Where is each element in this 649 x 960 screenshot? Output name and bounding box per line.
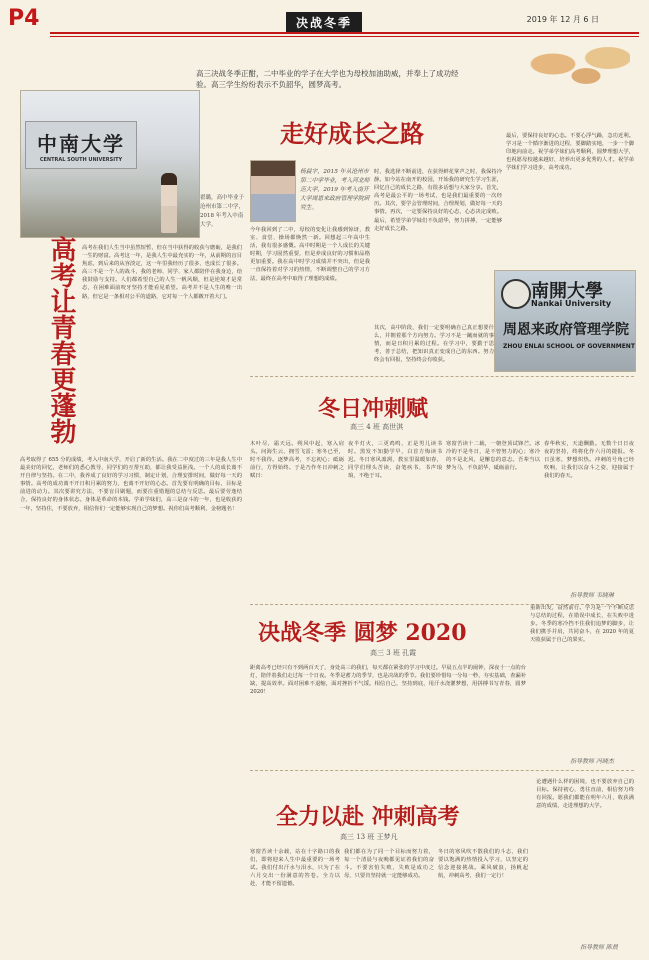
article5-teacher: 指导教师 陈晨 <box>580 944 618 951</box>
nankai-school-en: ZHOU ENLAI SCHOOL OF GOVERNMENT <box>503 343 635 350</box>
article5-title: 全力以赴 冲刺高考 <box>276 804 460 830</box>
article5-col3: 冬日的寒风吹不散我们的斗志，我们要以饱满的热情投入学习，以坚定的信念迎接挑战。乘风破浪，扬帆起航，冲刺高考，我们一定行！ <box>438 849 528 880</box>
article2-body4: 最后，要保持良好的心态。不要心浮气躁，急功近利。学习是一个循序渐进的过程，要脚踏实地，一步一个脚印地向前走。祝学弟学妹们高考顺利，圆梦理想大学，也祝愿母校越来越好，培养出更多优秀的人才。祝学弟学妹们学习进步，高考成功。 <box>506 133 634 172</box>
article4-byline: 高三 3 班 孔霞 <box>370 649 417 657</box>
section-title: 决战冬季 <box>286 12 362 33</box>
header-rule <box>50 32 639 34</box>
nankai-name-en: Nankai University <box>531 299 612 308</box>
article2-title: 走好成长之路 <box>280 119 424 148</box>
article2-body2: 时，我选择不断前进，在获得鲜花掌声之时，我保持冷静。如今站在南开的校园，开始我的研究生学习生涯，回忆自己的成长之路，有很多话想与大家分享。首先，高考是最公平的一场考试，也是我们最重要的一次经历。其次，要学会管理时间，合理规划，做好每一天的事情。再次，一定要保持良好的心态，心态决定成败。最后，希望学弟学妹们不负韶华，努力拼搏，一定能够走好成长之路。 <box>374 169 502 232</box>
nankai-logo-icon <box>501 279 531 309</box>
nankai-school-cn: 周恩来政府管理学院 <box>503 322 629 338</box>
article2-body1: 今年我回到了二中，母校的变化让我感到惊讶，教室、食堂、操场都焕然一新。回想起三年高中生活，我有很多感慨。高中时期是一个人成长的关键时期，学习固然重要，但是养成良好的习惯和品格更加重要。我在高中时学习成绩并不突出，但是我一直保持着对学习的热情，不断调整自己的学习方法，最终在高考中取得了理想的成绩。 <box>250 227 370 282</box>
article3-title: 冬日冲刺赋 <box>318 396 429 422</box>
article4-teacher: 指导教师 冯晓杰 <box>570 758 614 765</box>
leaf-decoration-icon <box>520 40 630 100</box>
article3-teacher: 指导教师 韦晓琳 <box>570 592 614 599</box>
article2-body3: 其次，高中阶段，我们一定要明确自己真正想要什么，并朝着那个方向努力。学习不是一蹴而就的事情，而是日积月累的过程。在学习中，要勤于思考，善于总结，把知识真正变成自己的东西。努力终会有回报，坚持终会有收获。 <box>374 325 494 364</box>
article4-body: 距离高考已经只有不到两百天了，身处高三的我们，每天都在紧张的学习中度过。早晨五点半的闹钟，深夜十一点的台灯，陪伴着我们走过每一个日夜。冬季是蓄力的季节，也是决战的季节。我们要珍惜每一分每一秒，夯实基础，查漏补缺，提高效率。面对困难不退缩，面对挫折不气馁。相信自己，坚持到底，用汗水浇灌梦想，用拼搏书写青春，圆梦 2020！ <box>250 665 526 696</box>
article5-byline: 高三 13 班 王梦凡 <box>340 833 398 841</box>
article5-col4: 论遭遇什么样的困境，也不要放弃自己的目标。保持初心，勇往直前，相信努力终有回报。愿我们都能在明年六月，收获满意的成绩，走进理想的大学。 <box>536 779 634 810</box>
gate-sign-text: 中南大学 <box>37 132 125 156</box>
csu-gate-photo <box>20 90 200 238</box>
nankai-building-photo <box>494 270 636 372</box>
article1-body-left: 高考取得了 655 分的成绩，考入中南大学，开启了新的生活。我在二中度过的三年是我人生中最美好的回忆，老师们的悉心教导，同学们的互帮互助，都让我受益匪浅。一个人的成长离不开自律与坚持。在二中，我养成了良好的学习习惯，制定计划，合理安排时间，做好每一天的事情。高考的成功离不开日积月累的努力，也离不开好的心态。首先要有明确的目标，目标是前进的动力。其次要讲究方法，不要盲目刷题，而要注重错题的总结与反思。最后要劳逸结合，保持良好的身体状态。身体是革命的本钱。学弟学妹们，高三是奋斗的一年，也是收获的一年，坚持住，不要放弃，相信你们一定能够实现自己的梦想。祝你们高考顺利，金榜题名！ <box>20 457 242 512</box>
gate-sign-subtext: CENTRAL SOUTH UNIVERSITY <box>39 157 123 163</box>
article3-col1: 木叶尽，霜天远。朔风中起，寒入肩头。问海生云，拥雪飞雷；寒冬已至，时不我待。逐梦高考，不忘初心；砥砺前行，方得始终。于是乃作冬日冲刺之赋曰： <box>250 441 344 480</box>
article1-title: 高考让青春更蓬勃 <box>46 236 76 444</box>
page-number: P4 <box>8 6 40 31</box>
article3-col3: 寒窗苦读十二载，一朝登顶试锋芒。冰冷的不是冬日，是不曾努力的心；寒冷的不是北风，是懈怠的意志。吾辈当以梦为马，不负韶华，砥砺前行。 <box>446 441 540 472</box>
article1-body-right: 高考在我们人生当中虽然短暂，但在当中获得的收获与磨砺，是我们一生的财富。高考这一年，是我人生中最充实的一年，从前期的盲目焦虑，到后来的从容淡定，这一年里我经历了很多，也成长了很多。高三不是一个人的战斗，我的老师、同学、家人都陪伴在我身边，给我鼓励与支持。人们都希望自己的人生一帆风顺，但是逆境才是常态，在困难面前咬牙坚持才能看见希望。高考并不是人生的唯一出路，但它是一条相对公平的道路，它对每一个人都敞开着大门。 <box>82 245 242 300</box>
article3-byline: 高三 4 班 高世淇 <box>350 423 404 431</box>
divider-article3 <box>250 376 634 378</box>
article3-col4: 春华秋实，天道酬勤。无数个日日夜夜的坚持，终将化作六月的捷报。冬日虽寒，梦想炽热。冲刺的号角已经吹响，让我们以奋斗之姿，迎接属于我们的春天。 <box>544 441 634 480</box>
article5-col2: 我们都在为了同一个目标而努力着，每一个清晨与夜晚都见证着我们的奋斗。不要害怕失败，失败是成功之母，只要肯坚持就一定能够成功。 <box>344 849 434 880</box>
issue-date: 2019 年 12 月 6 日 <box>526 15 599 24</box>
csu-photo-caption: 翟璐，高中毕业于沧州市第二中学，2018 年考入中南大学。 <box>200 195 245 228</box>
banner-caption: 高三决战冬季正酣，二中毕业的学子在大学也为母校加油助威，并奉上了成功经验。高三学生纷纷表示不负韶华，圆梦高考。 <box>196 69 459 89</box>
article5-col1: 寒窗苦读十余载，站在十字路口的我们，即将迎来人生中最重要的一场考试。我们付出汗水与泪水，只为了在六月交出一份满意的答卷。全力以赴，才能不留遗憾。 <box>250 849 340 888</box>
article4-title: 决战冬季 圆梦 2020 <box>258 620 467 646</box>
article3-col2: 夜半灯火，三更鸡鸣，正是男儿读书时。黑发不知勤学早，白首方悔读书迟。冬日寒风凛冽，教室里温暖如春，同学们埋头苦读，奋笔疾书，书声琅琅，不绝于耳。 <box>348 441 442 480</box>
nankai-name-cn: 南開大學 <box>531 281 603 302</box>
header-rule-thin <box>50 36 639 37</box>
article2-author-intro: 杨晨宇，2015 年从沧州市第二中学毕业，考入河北师范大学，2019 年考入南开大学周恩来政府管理学院研究生。 <box>300 169 370 211</box>
article2-author-photo <box>250 160 296 222</box>
gate-sign <box>25 121 137 169</box>
divider-article5 <box>250 770 634 772</box>
article4-side: 重新出发，奋然前行。学习是一个不断反思与总结的过程，在错误中成长，在失败中进步。冬季的寒冷挡不住我们追梦的脚步，让我们携手并肩，共同奋斗，在 2020 年的夏天收获属于自己的果实。 <box>530 605 634 644</box>
student-figure <box>161 173 177 233</box>
